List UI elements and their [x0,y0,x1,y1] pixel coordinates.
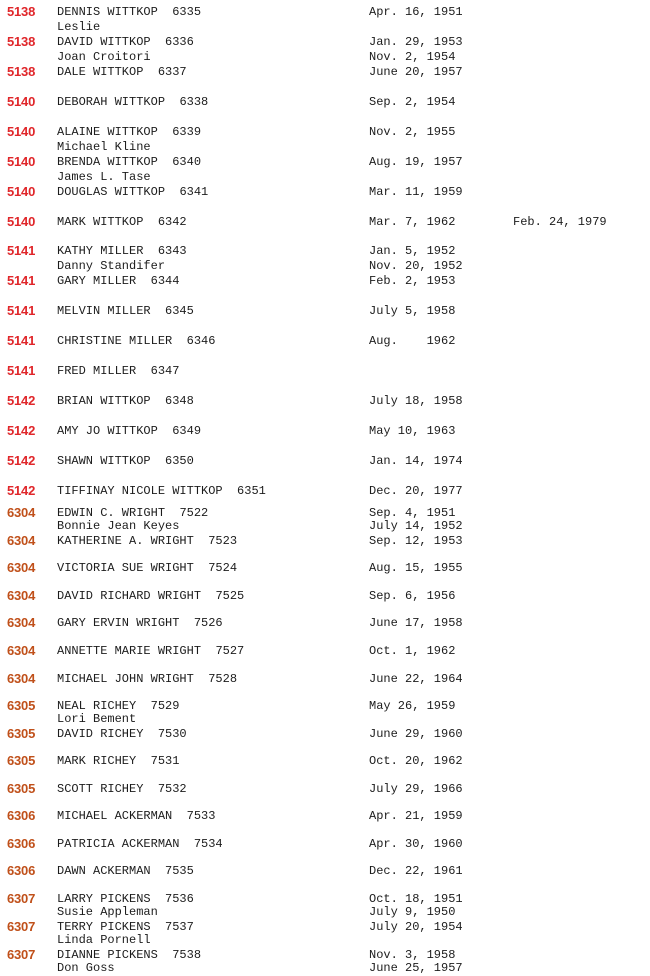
family-code: 5142 [7,483,36,498]
person-name [57,753,179,769]
person-name [57,333,215,349]
spouse-name: Joan Croitori [57,50,151,64]
person-number: 6351 [237,484,266,498]
person-name-text: ANNETTE MARIE WRIGHT [57,644,202,658]
birth-date: Dec. 20, 1977 [369,484,463,498]
entry-row [0,154,650,170]
entry-row [0,4,650,20]
birth-date: May 26, 1959 [369,699,456,713]
birth-date: Oct. 18, 1951 [369,892,463,906]
person-number: 6342 [157,215,187,229]
birth-date: Jan. 29, 1953 [369,35,463,49]
person-name-text: MARK WITTKOP [57,215,144,229]
person-name-text: MARK RICHEY [57,754,137,768]
person-name-text: DAVID WITTKOP [57,35,151,49]
person-name-text: TERRY PICKENS [57,920,151,934]
birth-date: Apr. 30, 1960 [369,837,463,851]
family-code: 6304 [7,560,36,575]
person-number: 6335 [172,5,202,19]
entry-row [0,863,650,879]
family-code: 6306 [7,836,36,851]
person-number: 6345 [165,304,194,318]
person-name-text: DIANNE PICKENS [57,948,158,962]
entry-row [0,671,650,687]
entry-row [0,615,650,631]
birth-date: June 22, 1964 [369,672,463,686]
spouse-row [0,933,650,947]
person-number: 6349 [172,424,202,438]
family-code: 6304 [7,643,36,658]
person-name [57,124,201,140]
person-name-text: SHAWN WITTKOP [57,454,151,468]
birth-date: Oct. 1, 1962 [369,644,456,658]
person-name [57,303,194,319]
person-name-text: DEBORAH WITTKOP [57,95,166,109]
spouse-row [0,712,650,726]
family-code: 5140 [7,214,36,229]
entry-row [0,726,650,742]
spouse-row [0,170,650,184]
birth-date: Apr. 16, 1951 [369,5,463,19]
family-code: 6304 [7,671,36,686]
family-code: 6305 [7,781,36,796]
family-code: 6304 [7,505,36,520]
family-code: 6307 [7,947,36,962]
person-number: 6347 [150,364,180,378]
person-number: 7524 [208,561,238,575]
family-code: 6305 [7,698,36,713]
person-number: 6338 [179,95,209,109]
birth-date: Mar. 7, 1962 [369,215,456,229]
family-code: 5142 [7,393,36,408]
spouse-row [0,519,650,533]
entry-row [0,34,650,50]
person-name-text: VICTORIA SUE WRIGHT [57,561,194,575]
entry-row [0,243,650,259]
spouse-name: Danny Standifer [57,259,166,273]
person-name-text: GARY MILLER [57,274,137,288]
person-name-text: DALE WITTKOP [57,65,144,79]
person-name [57,615,223,631]
family-code: 5141 [7,333,36,348]
birth-date: Jan. 5, 1952 [369,244,456,258]
person-number: 7532 [157,782,187,796]
entry-row [0,808,650,824]
person-name [57,184,208,200]
family-code: 6305 [7,726,36,741]
family-code: 6304 [7,615,36,630]
birth-date: July 18, 1958 [369,394,463,408]
person-number: 6348 [165,394,194,408]
entry-row [0,588,650,604]
family-code: 5138 [7,4,36,19]
entry-row [0,214,650,230]
person-name-text: KATHY MILLER [57,244,144,258]
family-code: 6307 [7,891,36,906]
person-name [57,560,237,576]
person-name [57,423,201,439]
person-number: 7531 [150,754,180,768]
person-name [57,588,244,604]
person-number: 6344 [150,274,180,288]
family-code: 6306 [7,808,36,823]
birth-date: May 10, 1963 [369,424,456,438]
person-name [57,273,179,289]
birth-date: June 29, 1960 [369,727,463,741]
birth-date: June 20, 1957 [369,65,463,79]
birth-date: July 29, 1966 [369,782,463,796]
spouse-name: Lori Bement [57,712,137,726]
person-name [57,533,237,549]
entry-row [0,836,650,852]
spouse-row [0,259,650,273]
entry-row [0,303,650,319]
person-name [57,154,201,170]
birth-date: Aug. 1962 [369,334,456,348]
spouse-row [0,905,650,919]
person-name [57,453,194,469]
person-name-text: GARY ERVIN WRIGHT [57,616,180,630]
entry-row [0,124,650,140]
family-code: 6304 [7,588,36,603]
person-name [57,64,187,80]
family-code: 6304 [7,533,36,548]
person-number: 7527 [215,644,245,658]
birth-date: Sep. 2, 1954 [369,95,456,109]
entry-row [0,453,650,469]
person-number: 7538 [172,948,202,962]
person-name-text: MICHAEL ACKERMAN [57,809,173,823]
family-code: 5141 [7,363,36,378]
birth-date: Feb. 2, 1953 [369,274,456,288]
entry-row [0,273,650,289]
person-name-text: SCOTT RICHEY [57,782,144,796]
person-name [57,363,179,379]
person-name-text: DAVID RICHEY [57,727,144,741]
person-name [57,781,187,797]
person-number: 7523 [208,534,238,548]
spouse-row [0,20,650,34]
birth-date: Sep. 6, 1956 [369,589,456,603]
birth-date: Mar. 11, 1959 [369,185,463,199]
family-code: 5138 [7,34,36,49]
person-name-text: LARRY PICKENS [57,892,151,906]
person-number: 7535 [165,864,194,878]
person-number: 6341 [179,185,209,199]
spouse-date: Nov. 2, 1954 [369,50,456,64]
person-name-text: DOUGLAS WITTKOP [57,185,166,199]
person-number: 6339 [172,125,202,139]
person-number: 6337 [157,65,187,79]
family-code: 5140 [7,184,36,199]
person-name [57,863,194,879]
spouse-row [0,50,650,64]
person-name-text: AMY JO WITTKOP [57,424,158,438]
person-number: 7528 [208,672,238,686]
person-name-text: EDWIN C. WRIGHT [57,506,166,520]
death-date: Feb. 24, 1979 [513,215,607,229]
family-code: 6307 [7,919,36,934]
spouse-name: James L. Tase [57,170,151,184]
person-number: 6343 [157,244,187,258]
family-code: 5141 [7,303,36,318]
person-name [57,94,208,110]
birth-date: July 5, 1958 [369,304,456,318]
person-name [57,671,237,687]
spouse-name: Don Goss [57,961,115,975]
person-number: 7537 [165,920,194,934]
entry-row [0,560,650,576]
birth-date: Sep. 12, 1953 [369,534,463,548]
person-name-text: KATHERINE A. WRIGHT [57,534,194,548]
person-number: 7534 [193,837,223,851]
entry-row [0,533,650,549]
birth-date: Sep. 4, 1951 [369,506,456,520]
person-name-text: NEAL RICHEY [57,699,137,713]
person-name-text: BRIAN WITTKOP [57,394,151,408]
birth-date: Oct. 20, 1962 [369,754,463,768]
birth-date: June 17, 1958 [369,616,463,630]
person-number: 7536 [165,892,194,906]
birth-date: Jan. 14, 1974 [369,454,463,468]
person-number: 6346 [186,334,216,348]
spouse-name: Bonnie Jean Keyes [57,519,180,533]
person-name-text: DENNIS WITTKOP [57,5,158,19]
person-name [57,34,194,50]
family-code: 5142 [7,453,36,468]
entry-row [0,64,650,80]
entry-row [0,781,650,797]
birth-date: Aug. 15, 1955 [369,561,463,575]
spouse-date: June 25, 1957 [369,961,463,975]
person-number: 6350 [165,454,194,468]
person-name-text: DAWN ACKERMAN [57,864,151,878]
birth-date: Aug. 19, 1957 [369,155,463,169]
person-number: 7530 [157,727,187,741]
birth-date: Nov. 2, 1955 [369,125,456,139]
entry-row [0,363,650,379]
person-name-text: MICHAEL JOHN WRIGHT [57,672,194,686]
person-name-text: BRENDA WITTKOP [57,155,158,169]
spouse-date: Nov. 20, 1952 [369,259,463,273]
family-code: 6305 [7,753,36,768]
spouse-name: Michael Kline [57,140,151,154]
birth-date: July 20, 1954 [369,920,463,934]
entry-row [0,423,650,439]
birth-date: Apr. 21, 1959 [369,809,463,823]
person-name [57,393,194,409]
person-number: 7526 [193,616,223,630]
person-name [57,643,244,659]
person-name [57,836,223,852]
entry-row [0,483,650,499]
person-name [57,243,187,259]
spouse-row [0,140,650,154]
entry-row [0,333,650,349]
birth-date: Dec. 22, 1961 [369,864,463,878]
person-name-text: FRED MILLER [57,364,137,378]
spouse-date: July 9, 1950 [369,905,456,919]
family-code: 5138 [7,64,36,79]
family-code: 6306 [7,863,36,878]
spouse-name: Leslie [57,20,101,34]
person-name [57,214,187,230]
person-name-text: MELVIN MILLER [57,304,151,318]
birth-date: Nov. 3, 1958 [369,948,456,962]
person-name-text: DAVID RICHARD WRIGHT [57,589,202,603]
person-number: 6336 [165,35,194,49]
family-code: 5142 [7,423,36,438]
family-code: 5141 [7,273,36,288]
entry-row [0,94,650,110]
person-name [57,4,201,20]
entry-row [0,184,650,200]
entry-row [0,393,650,409]
family-code: 5141 [7,243,36,258]
entry-row [0,643,650,659]
person-number: 7522 [179,506,209,520]
family-code: 5140 [7,124,36,139]
person-number: 7529 [150,699,180,713]
family-code: 5140 [7,94,36,109]
family-code: 5140 [7,154,36,169]
person-number: 6340 [172,155,202,169]
person-name [57,808,215,824]
person-name-text: TIFFINAY NICOLE WITTKOP [57,484,223,498]
spouse-date: July 14, 1952 [369,519,463,533]
person-name [57,726,187,742]
person-name [57,483,266,499]
spouse-name: Susie Appleman [57,905,158,919]
spouse-row [0,961,650,975]
person-name-text: PATRICIA ACKERMAN [57,837,180,851]
entry-row [0,753,650,769]
person-name-text: CHRISTINE MILLER [57,334,173,348]
person-number: 7525 [215,589,245,603]
spouse-name: Linda Pornell [57,933,151,947]
person-name-text: ALAINE WITTKOP [57,125,158,139]
person-number: 7533 [186,809,216,823]
